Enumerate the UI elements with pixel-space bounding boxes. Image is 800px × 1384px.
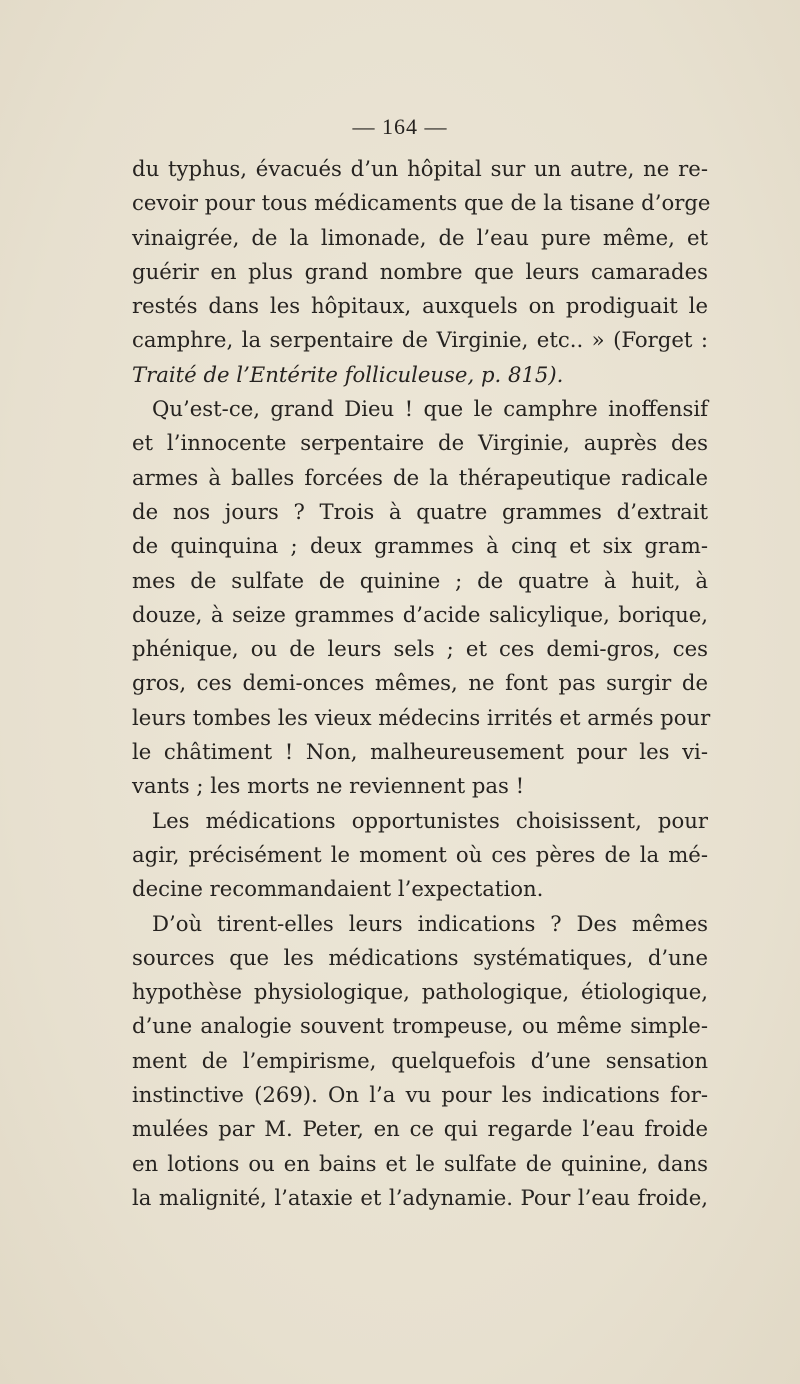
text-line: gros, ces demi-onces mêmes, ne font pas surgir de [132,670,708,696]
text-line: phénique, ou de leurs sels ; et ces demi-gros, ces [132,636,708,662]
text-line: de nos jours ? Trois à quatre grammes d’extrait [132,498,708,524]
text-line: guérir en plus grand nombre que leurs camarades [132,258,708,284]
paragraph-start-line: D’où tirent-elles leurs indications ? Des mêmes [152,910,708,936]
text-line: de quinquina ; deux grammes à cinq et six gram- [132,533,708,559]
text-line: en lotions ou en bains et le sulfate de quinine, dans [132,1150,708,1176]
text-line: cevoir pour tous médicaments que de la tisane d’orge [132,190,711,216]
paragraph-start-line: Qu’est-ce, grand Dieu ! que le camphre inoffensif [152,396,708,422]
text-line: vinaigrée, de la limonade, de l’eau pure même, et [132,224,708,250]
text-line: camphre, la serpentaire de Virginie, etc.. » (Forget : [132,327,708,353]
text-line: mes de sulfate de quinine ; de quatre à huit, à [132,567,708,593]
text-line: et l’innocente serpentaire de Virginie, auprès des [132,430,708,456]
text-line: armes à balles forcées de la thérapeutique radicale [132,464,708,490]
text-line: d’une analogie souvent trompeuse, ou même simple- [132,1013,708,1039]
page-number-header: — 164 — [352,114,448,139]
paragraph-end-line: decine recommandaient l’expectation. [132,876,544,902]
text-line: du typhus, évacués d’un hôpital sur un autre, ne re- [132,156,708,181]
text-line: sources que les médications systématiques, d’une [132,944,708,970]
text-line: mulées par M. Peter, en ce qui regarde l’eau froide [132,1116,708,1142]
text-line: douze, à seize grammes d’acide salicylique, borique, [132,601,708,627]
text-line: leurs tombes les vieux médecins irrités et armés pour [132,704,711,730]
text-line: agir, précisément le moment où ces pères de la mé- [132,841,708,867]
text-line: hypothèse physiologique, pathologique, étiologique, [132,979,708,1005]
text-line: instinctive (269). On l’a vu pour les indications for- [132,1082,708,1108]
text-line-italic-citation [132,358,708,392]
body-text [132,152,711,1215]
text-line: ment de l’empirisme, quelquefois d’une sensation [132,1047,708,1073]
text-line: la malignité, l’ataxie et l’adynamie. Pour l’eau froide, [132,1184,708,1210]
paragraph-end-line: vants ; les morts ne reviennent pas ! [132,773,525,799]
citation-title: Traité de l’Entérite folliculeuse, p. 815). [132,361,564,387]
text-line: le châtiment ! Non, malheureusement pour les vi- [132,739,708,765]
paragraph-start-line: Les médications opportunistes choisissent, pour [152,807,708,833]
text-line: restés dans les hôpitaux, auxquels on prodiguait le [132,293,708,319]
